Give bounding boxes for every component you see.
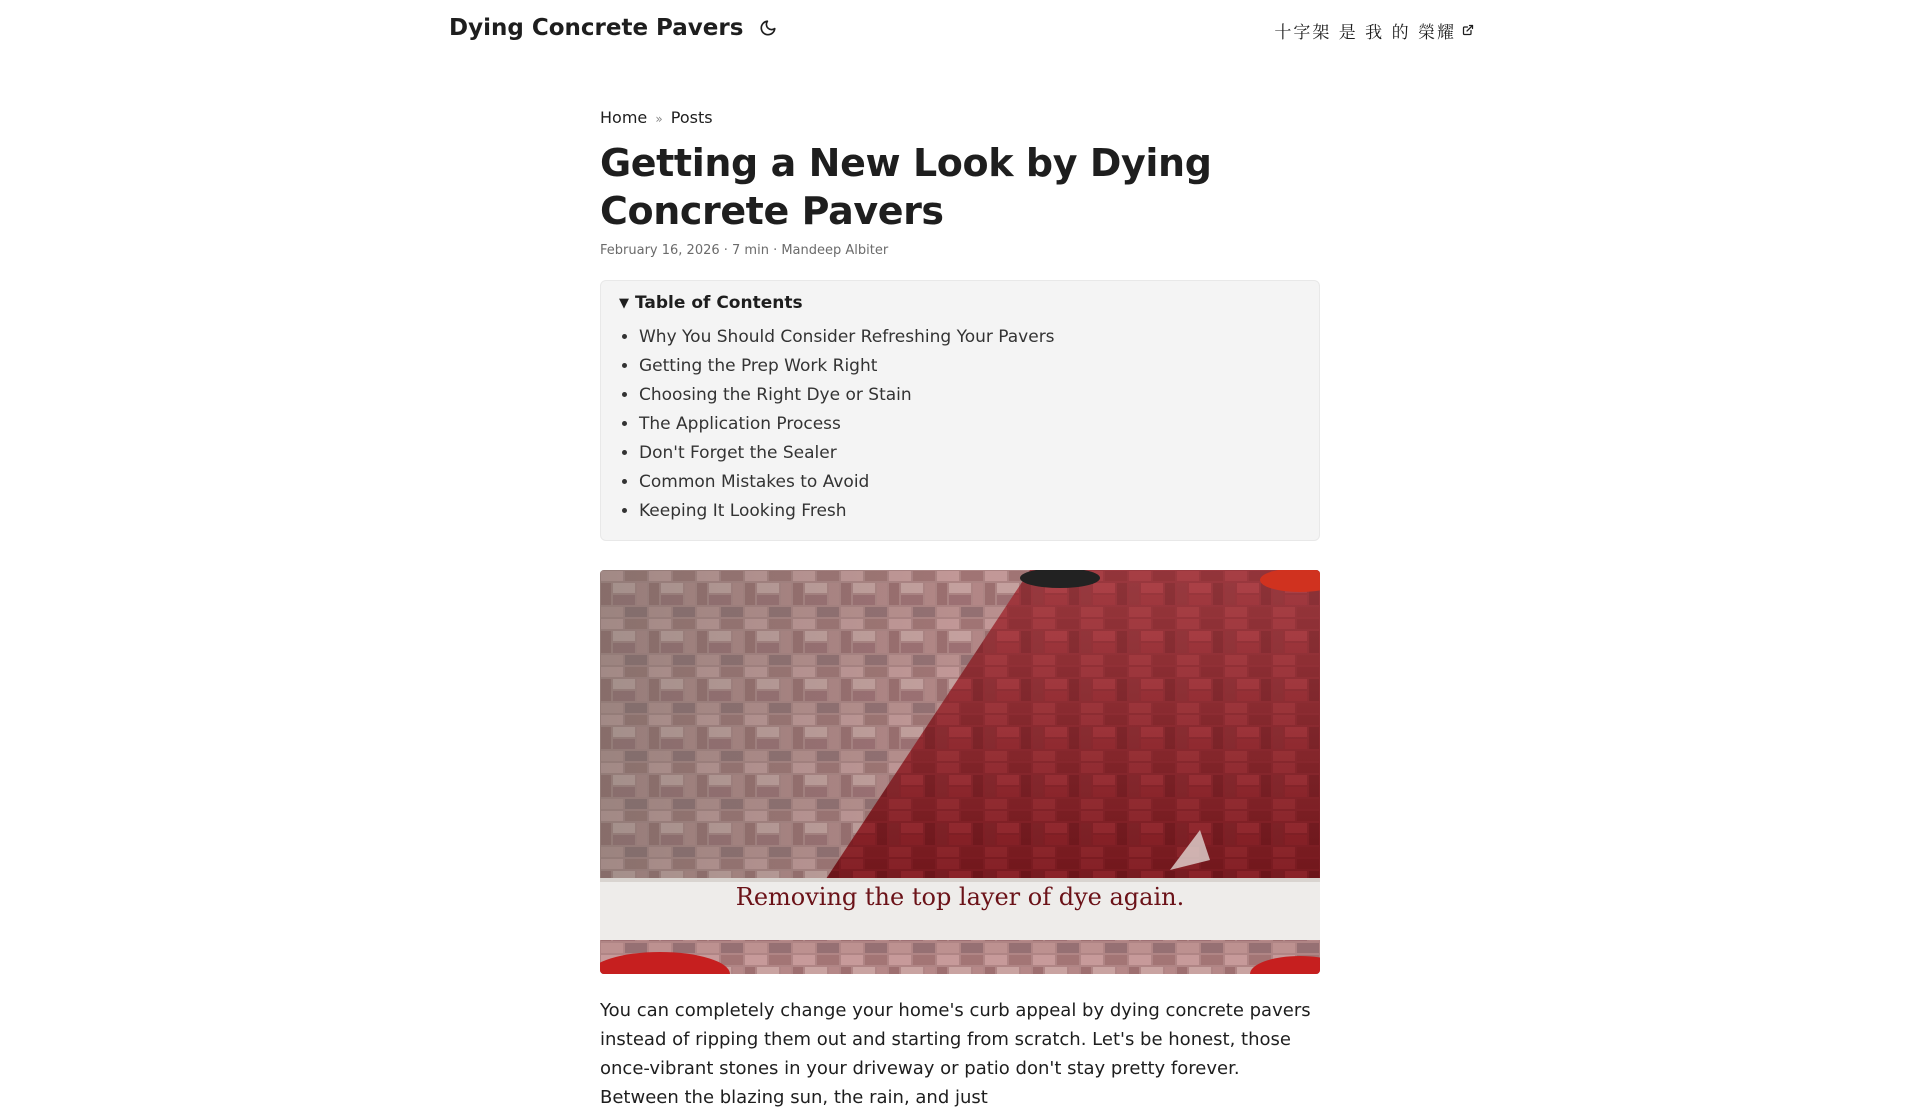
toc-item (639, 381, 1301, 410)
toc-item (639, 439, 1301, 468)
cover-caption: Removing the top layer of dye again. (735, 883, 1185, 911)
triangle-down-icon: ▼ (619, 295, 629, 311)
breadcrumb (600, 108, 1320, 127)
toc-link[interactable]: Don't Forget the Sealer (639, 443, 837, 463)
site-logo[interactable] (449, 15, 779, 41)
toc-title[interactable]: Table of Contents (635, 293, 803, 313)
toc-item (639, 497, 1301, 526)
site-header (0, 0, 1920, 60)
post-intro-paragraph: You can completely change your home's curb appeal by dying concrete pavers instead of ripping them out and starting from scratch. Let's be honest, those once-vibrant stones in your driveway or patio don't stay pretty forever. Between the blazing sun, the rain, and just (600, 1000, 1311, 1108)
main-content (600, 108, 1320, 1112)
toc-item (639, 410, 1301, 439)
toc-link[interactable]: Getting the Prep Work Right (639, 356, 878, 376)
toc-item (639, 352, 1301, 381)
cover-image (600, 570, 1320, 974)
toc-item (639, 323, 1301, 352)
toc-toggle[interactable] (619, 293, 1301, 313)
table-of-contents (600, 280, 1320, 541)
toc-link[interactable]: The Application Process (639, 414, 841, 434)
nav-menu-link[interactable] (1274, 18, 1474, 43)
breadcrumb-home[interactable]: Home (600, 108, 648, 127)
page-title: Getting a New Look by Dying Concrete Pavers (600, 141, 1212, 233)
toc-item (639, 468, 1301, 497)
site-title[interactable]: Dying Concrete Pavers (449, 15, 744, 41)
paver-photo (600, 570, 1320, 974)
moon-icon[interactable] (757, 17, 779, 39)
post-meta: February 16, 2026 · 7 min · Mandeep Albiter (600, 243, 889, 258)
external-link-icon (1462, 21, 1474, 41)
toc-link[interactable]: Choosing the Right Dye or Stain (639, 385, 912, 405)
toc-list (619, 323, 1301, 526)
breadcrumb-separator: » (655, 112, 663, 126)
toc-link[interactable]: Why You Should Consider Refreshing Your Pavers (639, 327, 1055, 347)
toc-link[interactable]: Common Mistakes to Avoid (639, 472, 870, 492)
toc-link[interactable]: Keeping It Looking Fresh (639, 501, 847, 521)
nav-menu-link-label[interactable]: 十字架 是 我 的 榮耀 (1274, 23, 1456, 43)
breadcrumb-posts[interactable]: Posts (670, 108, 713, 127)
